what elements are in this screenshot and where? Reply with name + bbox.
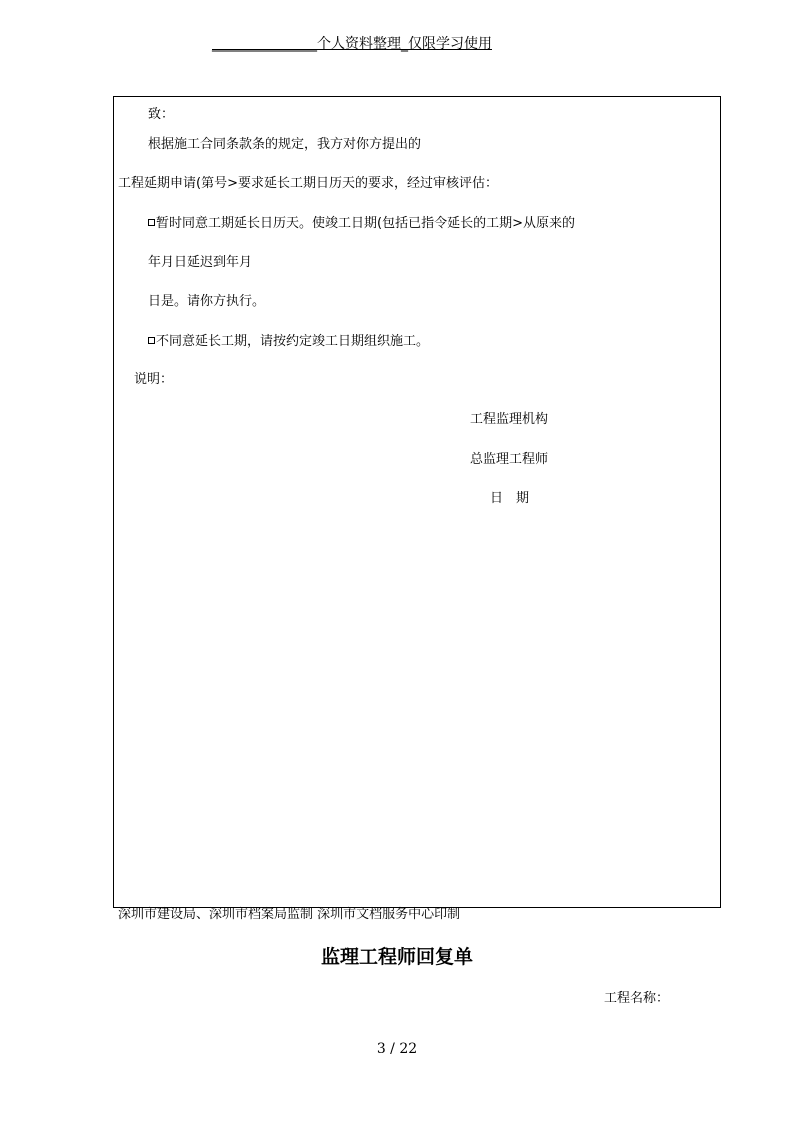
form-to-label: 致： (148, 107, 175, 122)
option-disagree (148, 334, 429, 350)
page-number: 3 / 22 (376, 1041, 418, 1057)
option-disagree-text: 不同意延长工期，请按约定竣工日期组织施工。 (156, 334, 430, 349)
project-name-label: 工程名称： (604, 991, 670, 1006)
document-title: 监理工程师回复单 (320, 946, 473, 968)
checkbox-disagree[interactable] (148, 337, 155, 344)
chief-engineer-label: 总监理工程师 (470, 452, 549, 467)
supervision-org-label: 工程监理机构 (470, 412, 549, 427)
explanation-label: 说明： (134, 372, 174, 387)
option-agree-line3: 日是。请你方执行。 (148, 294, 266, 309)
page-header: _______________个人资料整理_仅限学习使用 (212, 36, 492, 52)
form-line-application: 工程延期申请(第号>要求延长工期日历天的要求，经过审核评估： (118, 176, 498, 191)
option-agree-line2: 年月日延迟到年月 (148, 255, 253, 270)
footer-organization: 深圳市建设局、深圳市档案局监制 深圳市文档服务中心印制 (118, 907, 461, 922)
option-agree-text: 暂时同意工期延长日历天。使竣工日期(包括已指令延长的工期>从原来的 (156, 216, 575, 231)
checkbox-agree[interactable] (148, 219, 155, 226)
date-label: 日 期 (490, 491, 530, 506)
form-line-contract: 根据施工合同条款条的规定，我方对你方提出的 (148, 137, 422, 152)
option-agree (148, 216, 575, 232)
